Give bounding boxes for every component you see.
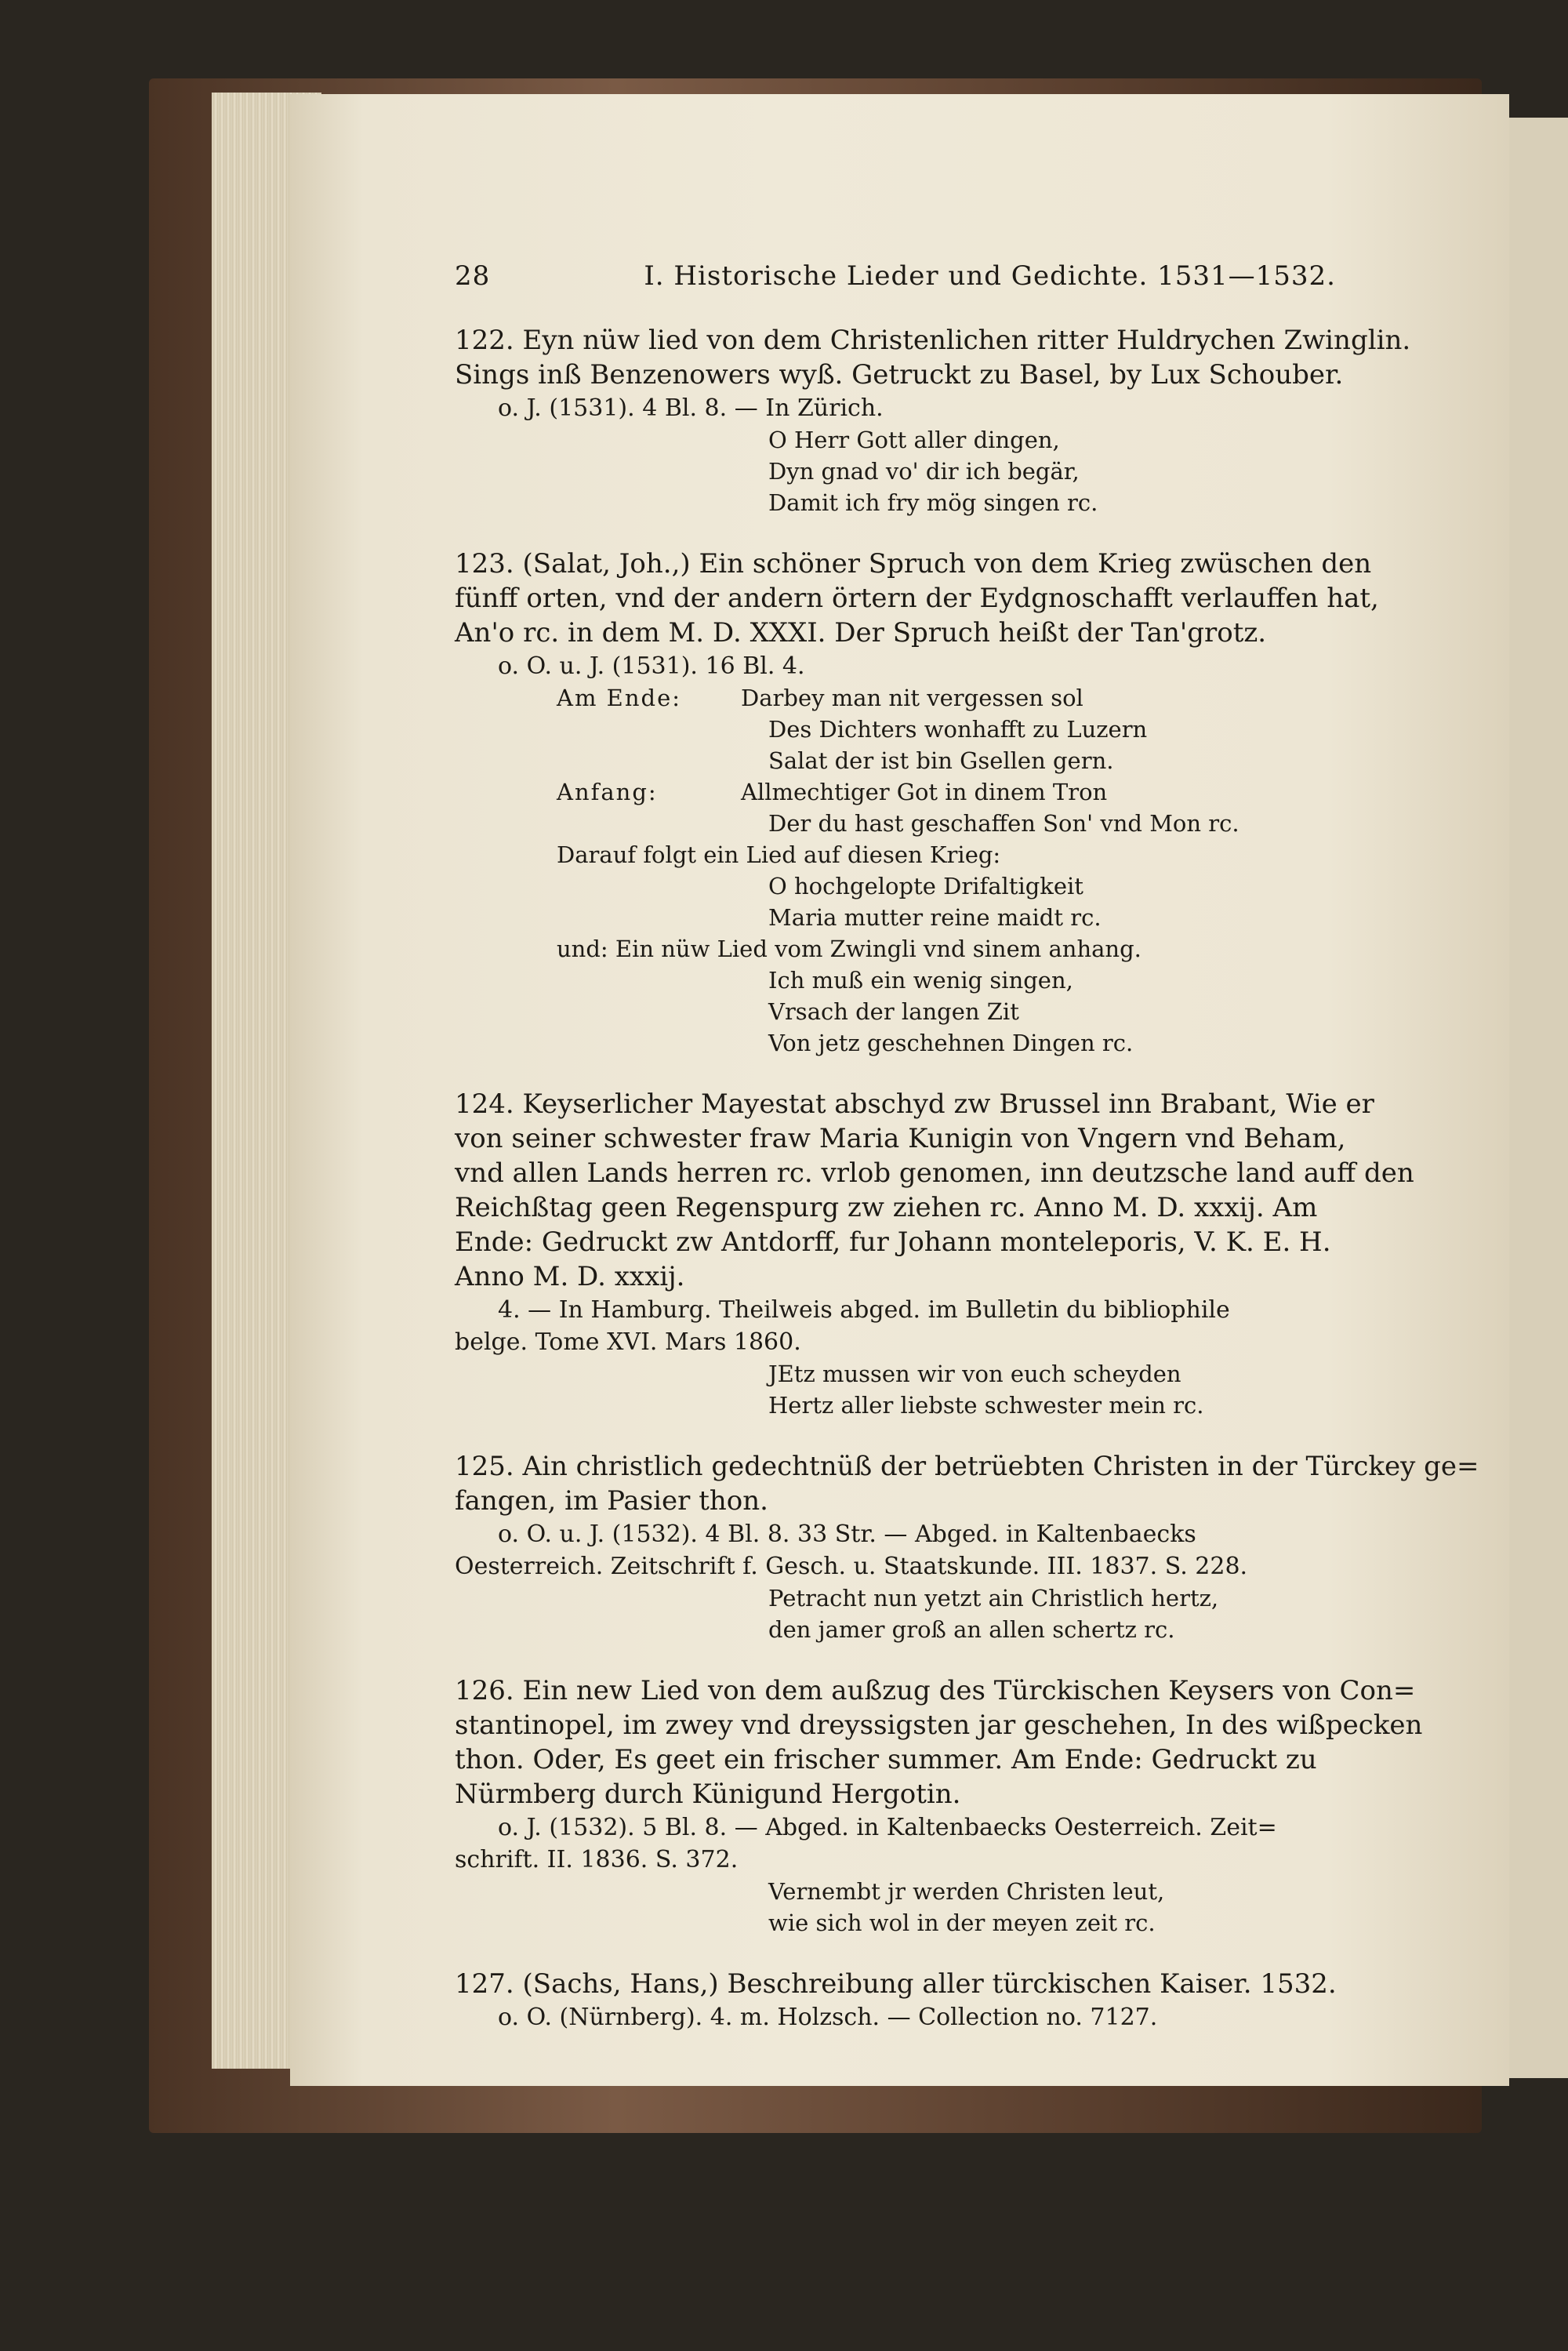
verse-line: Vernembt jr werden Christen leut, <box>768 1878 1165 1905</box>
verse-line: Vrsach der langen Zit <box>768 998 1019 1025</box>
entry-124 <box>455 1087 1490 1421</box>
entry-line: Sings inß Benzenowers wyß. Getruckt zu Basel, by Lux Schouber. <box>455 359 1344 391</box>
entry-meta: o. J. (1531). 4 Bl. 8. — In Zürich. <box>498 394 884 422</box>
entry-line: stantinopel, im zwey vnd dreyssigsten jar geschehen, In des wißpecken <box>455 1710 1423 1741</box>
verse-line: Hertz aller liebste schwester mein rc. <box>768 1392 1204 1419</box>
follow-text: Darauf folgt ein Lied auf diesen Krieg: <box>557 841 1001 868</box>
verse-line: JEtz mussen wir von euch scheyden <box>768 1361 1181 1387</box>
entry-meta: belge. Tome XVI. Mars 1860. <box>455 1328 801 1356</box>
entry-meta: o. O. u. J. (1532). 4 Bl. 8. 33 Str. — Abged. in Kaltenbaecks <box>498 1521 1196 1548</box>
entry-line: fangen, im Pasier thon. <box>455 1485 768 1517</box>
verse-line: Von jetz geschehnen Dingen rc. <box>768 1030 1134 1056</box>
entry-line: Nürmberg durch Künigund Hergotin. <box>455 1779 961 1810</box>
entry-number: 123. <box>455 548 514 580</box>
verse-line: den jamer groß an allen schertz rc. <box>768 1616 1175 1643</box>
entry-126 <box>455 1673 1490 1939</box>
page-content <box>455 259 1490 2062</box>
verse-line: Ich muß ein wenig singen, <box>768 967 1073 994</box>
entry-number: 124. <box>455 1088 514 1120</box>
entry-line: (Sachs, Hans,) Beschreibung aller türckischen Kaiser. 1532. <box>522 1968 1337 2000</box>
entry-line: fünff orten, vnd der andern örtern der Eydgnoschafft verlauffen hat, <box>455 583 1379 614</box>
verse-line: Allmechtiger Got in dinem Tron <box>741 779 1108 805</box>
start-label: Anfang: <box>557 779 658 805</box>
entry-line: Keyserlicher Mayestat abschyd zw Brussel inn Brabant, Wie er <box>522 1088 1374 1120</box>
verse-line: wie sich wol in der meyen zeit rc. <box>768 1910 1156 1936</box>
entry-number: 125. <box>455 1451 514 1482</box>
entry-125 <box>455 1449 1490 1645</box>
verse-line: Salat der ist bin Gsellen gern. <box>768 747 1114 774</box>
facing-page-edge <box>1509 118 1568 2078</box>
entry-line: Anno M. D. xxxij. <box>455 1261 685 1292</box>
running-header <box>455 259 1490 293</box>
entry-meta: o. J. (1532). 5 Bl. 8. — Abged. in Kaltenbaecks Oesterreich. Zeit= <box>498 1814 1277 1841</box>
entry-line: (Salat, Joh.,) Ein schöner Spruch von dem Krieg zwüschen den <box>522 548 1372 580</box>
entry-line: von seiner schwester fraw Maria Kunigin von Vngern vnd Beham, <box>455 1123 1346 1154</box>
follow-text: und: Ein nüw Lied vom Zwingli vnd sinem anhang. <box>557 936 1142 962</box>
verse-line: Petracht nun yetzt ain Christlich hertz, <box>768 1585 1219 1612</box>
end-label: Am Ende: <box>557 685 682 711</box>
entry-meta: o. O. (Nürnberg). 4. m. Holzsch. — Collection no. 7127. <box>498 2004 1158 2031</box>
entry-line: An'o rc. in dem M. D. XXXI. Der Spruch heißt der Tan'grotz. <box>455 617 1267 649</box>
entry-meta: Oesterreich. Zeitschrift f. Gesch. u. Staatskunde. III. 1837. S. 228. <box>455 1553 1248 1580</box>
entry-meta: schrift. II. 1836. S. 372. <box>455 1846 739 1873</box>
verse-line: Darbey man nit vergessen sol <box>741 685 1083 711</box>
verse-line: O hochgelopte Drifaltigkeit <box>768 873 1083 899</box>
entry-123 <box>455 547 1490 1059</box>
verse-line: O Herr Gott aller dingen, <box>768 427 1060 453</box>
verse-line: Der du hast geschaffen Son' vnd Mon rc. <box>768 810 1240 837</box>
entry-line: Reichßtag geen Regenspurg zw ziehen rc. Anno M. D. xxxij. Am <box>455 1192 1318 1223</box>
verse-line: Damit ich fry mög singen rc. <box>768 489 1098 516</box>
entry-line: Ende: Gedruckt zw Antdorff, fur Johann monteleporis, V. K. E. H. <box>455 1226 1331 1258</box>
running-title: I. Historische Lieder und Gedichte. 1531—1532. <box>644 260 1336 292</box>
entry-number: 122. <box>455 325 514 356</box>
verse-line: Maria mutter reine maidt rc. <box>768 904 1102 931</box>
verse-line: Des Dichters wonhafft zu Luzern <box>768 716 1148 743</box>
entry-line: Eyn nüw lied von dem Christenlichen ritter Huldrychen Zwinglin. <box>522 325 1411 356</box>
entry-line: thon. Oder, Es geet ein frischer summer. Am Ende: Gedruckt zu <box>455 1744 1317 1775</box>
entry-line: Ain christlich gedechtnüß der betrüebten Christen in der Türckey ge= <box>522 1451 1479 1482</box>
entry-127 <box>455 1967 1490 2033</box>
entry-meta: 4. — In Hamburg. Theilweis abged. im Bulletin du bibliophile <box>498 1296 1230 1324</box>
entry-line: vnd allen Lands herren rc. vrlob genomen, inn deutzsche land auff den <box>455 1157 1414 1189</box>
entry-number: 126. <box>455 1675 514 1706</box>
verse-line: Dyn gnad vo' dir ich begär, <box>768 458 1080 485</box>
entry-122 <box>455 323 1490 518</box>
entry-number: 127. <box>455 1968 514 2000</box>
entry-line: Ein new Lied von dem außzug des Türckischen Keysers von Con= <box>522 1675 1416 1706</box>
entry-meta: o. O. u. J. (1531). 16 Bl. 4. <box>498 652 805 680</box>
page-number: 28 <box>455 260 491 292</box>
